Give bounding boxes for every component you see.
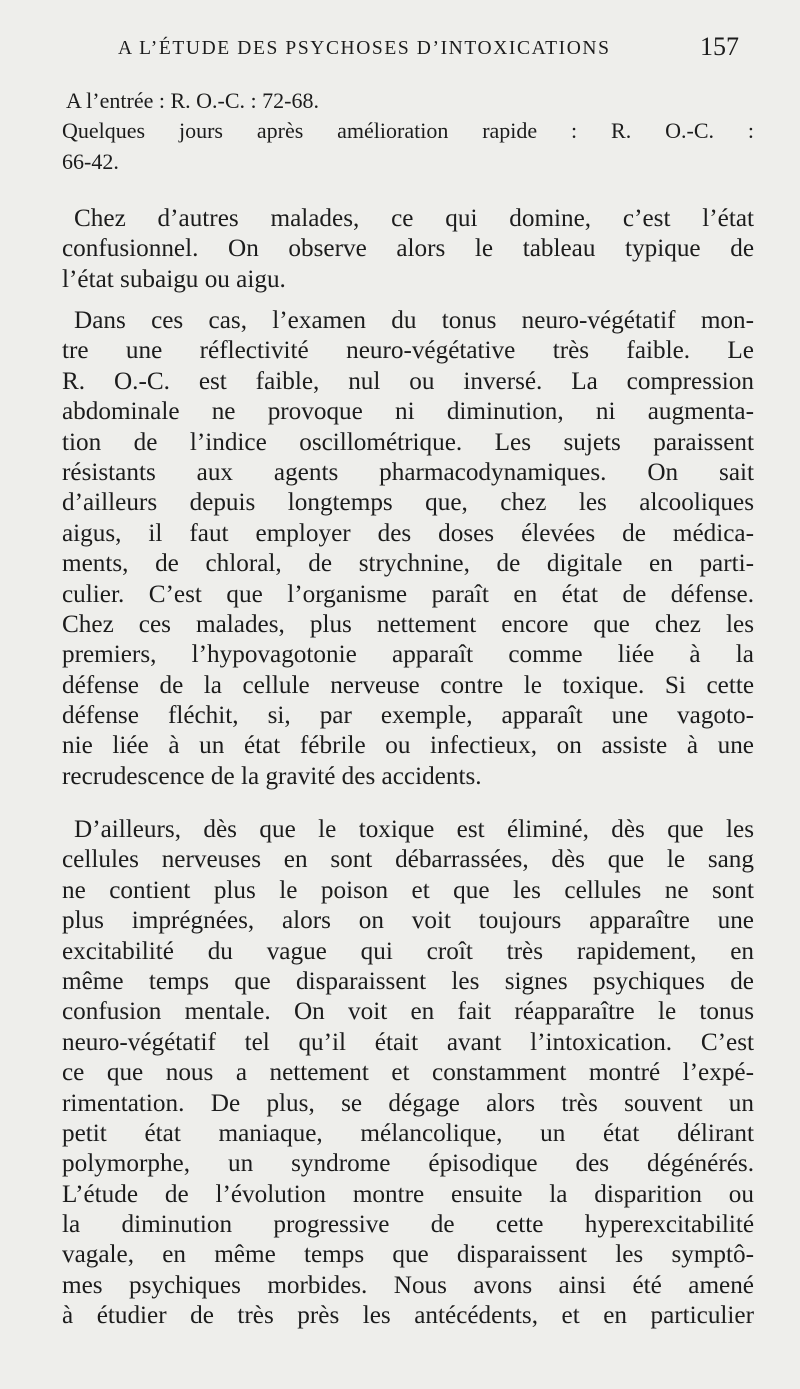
text-line: 66-42. [62,148,119,174]
text-line: neuro-végétatif tel qu’il était avant l’intoxication. C’est [62,1028,754,1056]
paragraph-1 [62,204,754,295]
text-line: Dans ces cas, l’examen du tonus neuro-végétatif mon- [74,307,754,334]
text-line: R. O.-C. est faible, nul ou inversé. La compression [62,367,754,395]
text-line: résistants aux agents pharmacodynamiques. On sait [62,458,754,486]
text-line: même temps que disparaissent les signes psychiques de [62,967,754,995]
text-line: à étudier de très près les antécédents, et en particulier [62,1302,754,1330]
text-line: nie liée à un état fébrile ou infectieux, on assiste à une [62,732,754,760]
text-line: petit état maniaque, mélancolique, un état délirant [62,1119,754,1147]
text-line: L’étude de l’évolution montre ensuite la disparition ou [62,1180,754,1208]
text-line: mes psychiques morbides. Nous avons ainsi été amené [62,1271,754,1299]
text-line: premiers, l’hypovagotonie apparaît comme liée à la [62,641,754,669]
intro-block [62,86,754,177]
page-number: 157 [700,32,739,61]
text-line: aigus, il faut employer des doses élevées de médica- [62,519,754,547]
text-line: vagale, en même temps que disparaissent les symptô- [62,1241,754,1269]
text-line: Quelques jours après amélioration rapide : R. O.-C. : [62,118,754,144]
text-line: défense fléchit, si, par exemple, apparaît une vagoto- [62,702,754,730]
text-line: défense de la cellule nerveuse contre le toxique. Si cette [62,671,754,699]
text-line: tre une réflectivité neuro-végétative très faible. Le [62,337,754,365]
text-line: ne contient plus le poison et que les cellules ne sont [62,876,754,904]
running-head: A L’ÉTUDE DES PSYCHOSES D’INTOXICATIONS [118,38,611,59]
text-line: ments, de chloral, de strychnine, de digitale en parti- [62,550,754,578]
paragraph-3 [62,815,754,1332]
text-line: excitabilité du vague qui croît très rapidement, en [62,937,754,965]
text-line: la diminution progressive de cette hyperexcitabilité [62,1211,754,1239]
text-line: rimentation. De plus, se dégage alors très souvent un [62,1089,754,1117]
text-line: polymorphe, un syndrome épisodique des dégénérés. [62,1150,754,1178]
text-line: Chez d’autres malades, ce qui domine, c’est l’état [74,205,754,232]
text-line: confusion mentale. On voit en fait réapparaître le tonus [62,998,754,1026]
text-line: Chez ces malades, plus nettement encore que chez les [62,610,754,638]
text-line: D’ailleurs, dès que le toxique est éliminé, dès que les [74,816,754,843]
text-line: d’ailleurs depuis longtemps que, chez les alcooliques [62,489,754,517]
text-line: A l’entrée : R. O.-C. : 72-68. [66,88,319,113]
text-line: tion de l’indice oscillométrique. Les sujets paraissent [62,428,754,456]
text-line: abdominale ne provoque ni diminution, ni augmenta- [62,398,754,426]
text-line: cellules nerveuses en sont débarrassées, dès que le sang [62,846,754,874]
text-line: ce que nous a nettement et constamment montré l’expé- [62,1059,754,1087]
paragraph-2 [62,306,754,792]
text-line: culier. C’est que l’organisme paraît en état de défense. [62,580,754,608]
text-line: confusionnel. On observe alors le tableau typique de [62,235,754,263]
text-line: l’état subaigu ou aigu. [62,265,286,293]
text-line: recrudescence de la gravité des accidents. [62,762,482,790]
text-line: plus imprégnées, alors on voit toujours apparaître une [62,907,754,935]
